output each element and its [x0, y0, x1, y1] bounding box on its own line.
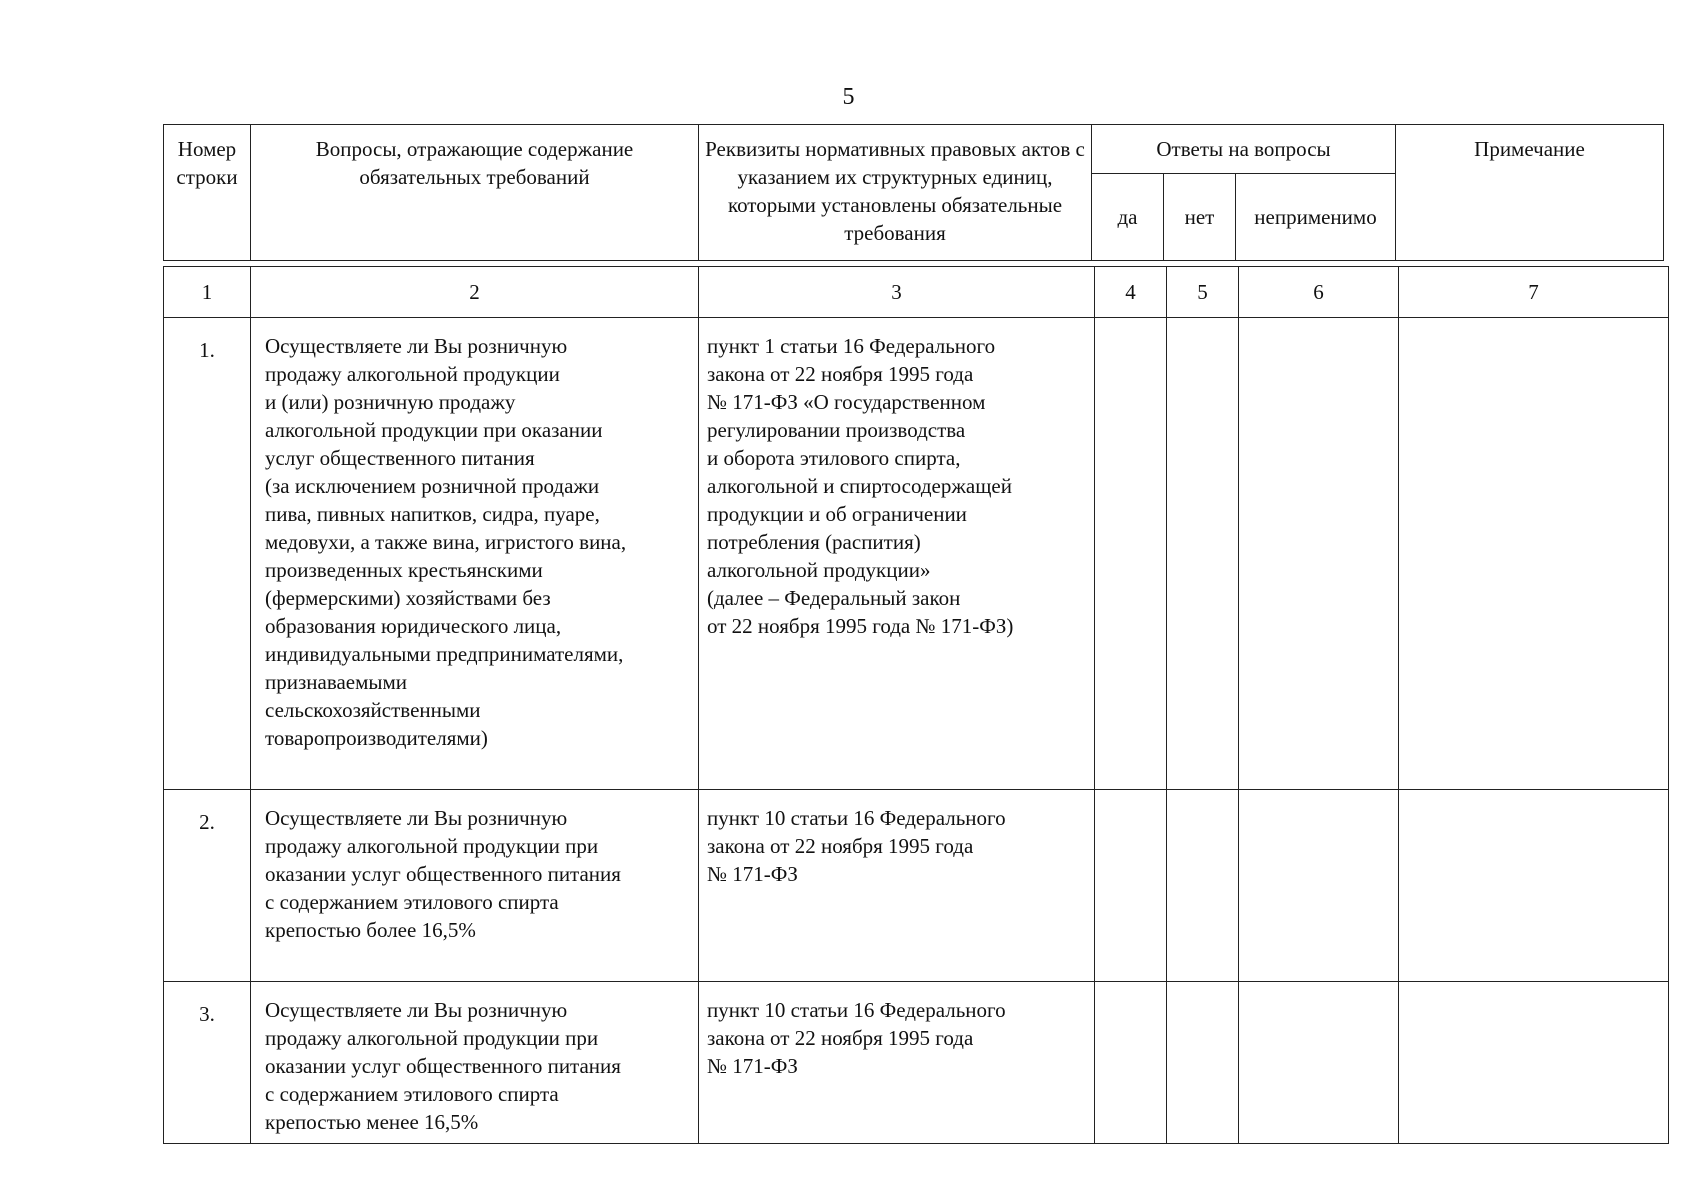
- question-line: услуг общественного питания: [265, 446, 535, 470]
- table-row: [164, 982, 1669, 1144]
- requisite-line: продукции и об ограничении: [707, 502, 967, 526]
- question-line: продажу алкогольной продукции при: [265, 1026, 599, 1050]
- question-line: крепостью менее 16,5%: [265, 1110, 479, 1134]
- question-line: медовухи, а также вина, игристого вина,: [265, 530, 627, 554]
- requisites-cell: [699, 318, 1095, 790]
- question-line: с содержанием этилового спирта: [265, 1082, 559, 1106]
- column-number: 2: [251, 267, 699, 318]
- table-header: [163, 124, 1664, 261]
- header-questions: Вопросы, отражающие содержание обязательных требований: [251, 125, 699, 261]
- table-row: [164, 790, 1669, 982]
- requisite-line: алкогольной продукции»: [707, 558, 931, 582]
- question-line: крепостью более 16,5%: [265, 918, 476, 942]
- question-line: оказании услуг общественного питания: [265, 1054, 621, 1078]
- question-line: товаропроизводителями): [265, 726, 488, 750]
- answer-no-cell[interactable]: [1167, 982, 1239, 1144]
- question-line: индивидуальными предпринимателями,: [265, 642, 624, 666]
- question-line: пива, пивных напитков, сидра, пуаре,: [265, 502, 600, 526]
- header-answer-no: нет: [1164, 174, 1236, 261]
- column-number: 5: [1167, 267, 1239, 318]
- page-number: 5: [842, 84, 855, 110]
- requisite-line: № 171-ФЗ «О государственном: [707, 390, 986, 414]
- header-note: Примечание: [1396, 125, 1664, 261]
- column-number: 1: [164, 267, 251, 318]
- requisites-cell: [699, 982, 1095, 1144]
- requisite-line: пункт 1 статьи 16 Федерального: [707, 334, 996, 358]
- requisite-line: закона от 22 ноября 1995 года: [707, 1026, 974, 1050]
- column-number: 4: [1095, 267, 1167, 318]
- column-number: 3: [699, 267, 1095, 318]
- question-line: Осуществляете ли Вы розничную: [265, 998, 568, 1022]
- column-number: 6: [1239, 267, 1399, 318]
- row-number: 3.: [164, 982, 251, 1144]
- answer-na-cell[interactable]: [1239, 982, 1399, 1144]
- answer-yes-cell[interactable]: [1095, 982, 1167, 1144]
- requisite-line: пункт 10 статьи 16 Федерального: [707, 998, 1006, 1022]
- answer-na-cell[interactable]: [1239, 790, 1399, 982]
- requisite-line: (далее – Федеральный закон: [707, 586, 961, 610]
- question-line: с содержанием этилового спирта: [265, 890, 559, 914]
- requisite-line: закона от 22 ноября 1995 года: [707, 834, 974, 858]
- note-cell[interactable]: [1399, 790, 1669, 982]
- requisite-line: пункт 10 статьи 16 Федерального: [707, 806, 1006, 830]
- row-number: 2.: [164, 790, 251, 982]
- question-line: Осуществляете ли Вы розничную: [265, 334, 568, 358]
- question-line: продажу алкогольной продукции при: [265, 834, 599, 858]
- question-line: оказании услуг общественного питания: [265, 862, 621, 886]
- requisite-line: и оборота этилового спирта,: [707, 446, 961, 470]
- requisite-line: алкогольной и спиртосодержащей: [707, 474, 1012, 498]
- note-cell[interactable]: [1399, 982, 1669, 1144]
- answer-no-cell[interactable]: [1167, 790, 1239, 982]
- question-line: образования юридического лица,: [265, 614, 562, 638]
- question-line: (фермерскими) хозяйствами без: [265, 586, 551, 610]
- question-line: (за исключением розничной продажи: [265, 474, 600, 498]
- requisite-line: № 171-ФЗ: [707, 1054, 798, 1078]
- question-line: алкогольной продукции при оказании: [265, 418, 603, 442]
- note-cell[interactable]: [1399, 318, 1669, 790]
- row-number: 1.: [164, 318, 251, 790]
- question-line: и (или) розничную продажу: [265, 390, 516, 414]
- header-answer-yes: да: [1092, 174, 1164, 261]
- header-answer-na: неприменимо: [1236, 174, 1396, 261]
- header-requisites: Реквизиты нормативных правовых актов с указанием их структурных единиц, которыми установлены обязательные требования: [699, 125, 1092, 261]
- header-answers: Ответы на вопросы: [1092, 125, 1396, 174]
- question-line: продажу алкогольной продукции: [265, 362, 560, 386]
- requisites-cell: [699, 790, 1095, 982]
- header-row-number: Номер строки: [164, 125, 251, 261]
- requisite-line: от 22 ноября 1995 года № 171-ФЗ): [707, 614, 1014, 638]
- question-line: признаваемыми: [265, 670, 408, 694]
- question-cell: [251, 318, 699, 790]
- column-number-row: [164, 267, 1669, 318]
- answer-na-cell[interactable]: [1239, 318, 1399, 790]
- answer-yes-cell[interactable]: [1095, 318, 1167, 790]
- column-number: 7: [1399, 267, 1669, 318]
- requisite-line: регулировании производства: [707, 418, 966, 442]
- requisite-line: № 171-ФЗ: [707, 862, 798, 886]
- question-line: сельскохозяйственными: [265, 698, 481, 722]
- answer-no-cell[interactable]: [1167, 318, 1239, 790]
- question-line: произведенных крестьянскими: [265, 558, 543, 582]
- answer-yes-cell[interactable]: [1095, 790, 1167, 982]
- question-line: Осуществляете ли Вы розничную: [265, 806, 568, 830]
- question-cell: [251, 790, 699, 982]
- question-cell: [251, 982, 699, 1144]
- requisite-line: закона от 22 ноября 1995 года: [707, 362, 974, 386]
- requirements-table: [163, 266, 1669, 1144]
- table-row: [164, 318, 1669, 790]
- requisite-line: потребления (распития): [707, 530, 921, 554]
